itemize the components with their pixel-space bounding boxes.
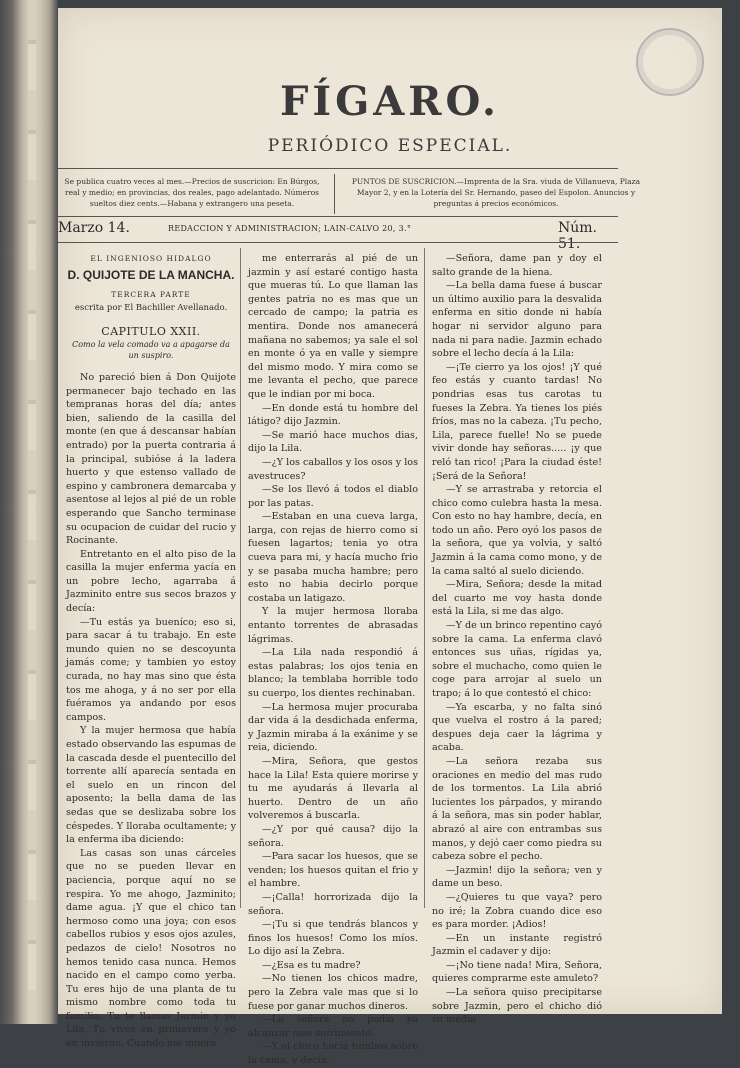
paragraph: —Tu estás ya bueníco; eso si, para sacar á tu trabajo. En este mundo quien no se descoyunta jamás come; y tambien yo estoy curada, no hay mas sino que ésta tos me ahoga, y á no ser por ella fuéramos ya andando por esos campos. [66,616,236,723]
paragraph: —Se marió hace muchos dias, dijo la Lila. [248,429,418,455]
paragraph: —¡Tu si que tendrás blancos y finos los huesos! Como los míos. Lo dijo así la Zebra. [248,919,418,958]
paragraph: —Mira, Señora; desde la mitad del cuarto me voy hasta donde está la Lila, si me das algo. [432,579,602,618]
issue-date: Marzo 14. [58,220,130,236]
paragraph: —La señora rezaba sus oraciones en medio del mas rudo de los tormentos. La Lila abrió lucientes los párpados, y mirando á la señora, mas sin poder hablar, abrazó al aire con entrambas sus manos, y dejó caer como piedra su cabeza sobre el pecho. [432,755,602,863]
chapter-summary: Como la vela comado va a apagarse da un suspiro. [72,339,230,360]
chapter-heading: CAPITULO XXII. [101,325,201,339]
paragraph: —Mira, Señora, que gestos hace la Lila! Esta quiere morirse y tu me ayudarás á llevarla al huerto. Dentro de un año volveremos á buscarla. [248,755,418,822]
masthead-title: FÍGARO. [280,78,500,125]
paragraph: Las casas son unas cárceles que no se pueden llevar en paciencia, porque aquí no se respira. Yo me ahogo, Jazminito; dame agua. ¡Y que el chico tan hermoso como una joya; con esos cabellos rubios y esos ojos azules, pedazos de cielo! Nosotros no hemos tenido casa nunca. Hemos nacido en el campo como yerba. Tu eres hijo de una planta de tu mismo nombre como toda tu familia. Tu te llamas Jazmin y yo Lila. Tu vives en primavera y yo en invierno. Cuando me muera [66,847,236,1050]
newspaper-page [58,8,722,1067]
paragraph: —En un instante registró Jazmin el cadaver y dijo: [432,932,602,958]
info-divider [334,174,335,214]
column-3 [432,252,602,1027]
paragraph: No pareció bien á Don Quijote permanecer bajo techado en las tempranas horas del día; antes bien, saliendo de la casilla del monte (en que á descansar habían entrado) por la puerta contraria á la principal, subióse á la ladera huerto y que estenso vallado de espino y cambronera demarcaba y asentose al lejos al pié de un roble esperando que Sancho terminase su ocupacion de cuidar del rucio y Rocinante. [66,371,236,547]
paragraph: Y la mujer hermosa que había estado observando las espumas de la cascada desde el puentecillo del torrente allí aparecía sentada en el suelo en un rincon del aposento; la bella dama de las sedas que se deslizaba sobre los céspedes. Y lloraba ocultamente; y la enferma iba diciendo: [66,725,236,846]
paragraph: —La bella dama fuese á buscar un último auxilio para la desvalida enferma en sitio donde ni había hogar ni servidor alguno para nada ni para nadie. Jazmin echado sobre el lecho decía á la Lila: [432,280,602,360]
paragraph: —¿Y los caballos y los osos y los avestruces? [248,456,418,482]
issue-number: Núm. 51. [558,220,597,252]
paragraph: —No tienen los chicos madre, pero la Zebra vale mas que si lo fuese por ganar muchos dineros. [248,973,418,1012]
column-2 [248,252,418,1068]
paragraph: —Y el chico hacía tumbos sobre la cama, y decía: [248,1041,418,1067]
paragraph: —La señora quiso precipitarse sobre Jazmin, pero el chicho dió su media [432,987,602,1026]
paragraph: —Estaban en una cueva larga, larga, con rejas de hierro como si fuesen lagartos; tenia yo otra cueva para mi, y hacía mucho frio y se pasaba mucha hambre; pero esto no habia decirlo porque costaba un latigazo. [248,511,418,604]
paragraph: —Ya escarba, y no falta sinó que vuelva el rostro á la pared; despues deja caer la lágrima y acaba. [432,701,602,754]
subscription-prices: Se publica cuatro veces al mes.—Precios de suscricion: En Búrgos, real y medio; en provincias, dos reales, pago adelantado. Números sueltos diez cents.—Habana y extrangero una peseta. [64,177,320,208]
masthead-subtitle: PERIÓDICO ESPECIAL. [267,136,513,156]
paragraph: —Para sacar los huesos, que se venden; los huesos quitan el frio y el hambre. [248,851,418,890]
paragraph: me enterrarás al pié de un jazmin y así estaré contigo hasta que mueras tú. Lo que llaman las gentes patria no es mas que un cercado de campo; la patria es mentira. Donde nos amanecerá mañana no sabemos; ya sale el sol en monte ó ya en valle y siempre del mismo modo. Y mira como se me levanta el pecho, que parece que le indian por mi boca. [248,253,418,400]
paragraph: —¡No tiene nada! Mira, Señora, quieres comprarme este amuleto? [432,959,602,985]
paragraph: —La Lila nada respondió á estas palabras; los ojos tenia en blanco; la temblaba horrible todo su cuerpo, los dientes rechinaban. [248,647,418,699]
paragraph: —Y se arrastraba y retorcia el chico como culebra hasta la mesa. Con esto no hay hambre, decía, en todo un año. Pero oyó los pasos de la señora, que ya volvia, y saltó Jazmin á la cama como mono, y de la cama saltó al suelo diciendo. [432,484,602,577]
paragraph: —Jazmin! dijo la señora; ven y dame un beso. [432,864,602,890]
scan-binding-edge [0,0,58,1024]
paragraph: —La señora no podia ya alcanzar mas sufrimiento. [248,1014,418,1039]
paragraph: —¿Quieres tu que vaya? pero no iré; la Zobra cuando dice eso es para morder. ¡Adios! [432,891,602,931]
story-part: TERCERA PARTE [111,290,191,300]
column-1 [66,252,236,1051]
rule-mid [58,216,618,217]
paragraph: —¡Te cierro ya los ojos! ¡Y qué feo estás y cuanto tardas! No pondrias esas tus carotas tu fueses la Zebra. Ya tienes los piés fríos, mas no la cabeza. ¡Tu pecho, Lila, parece fuelle! No se puede vivir donde hay señoras..... ¡y que reló tan rico! ¡Para la ciudad éste! ¡Será de la Señora! [432,361,602,482]
rule-bottom [58,242,618,243]
paragraph: —Se los llevó á todos el diablo por las patas. [248,484,418,509]
paragraph: —Y de un brinco repentino cayó sobre la cama. La enferma clavó entonces sus uñas, rígidas ya, sobre el muchacho, como quien le coge para arrojar al suelo un trapo; á lo que contestó el chico: [432,620,602,699]
paragraph: —Señora, dame pan y doy el salto grande de la hiena. [432,253,602,278]
editorial-address: REDACCION Y ADMINISTRACION; LAIN-CALVO 20, 3.° [168,224,412,233]
paragraph: —¿Esa es tu madre? [262,959,361,971]
paragraph: —La hermosa mujer procuraba dar vida á la desdichada enferma, y Jazmin miraba á la exánime y se reia, diciendo. [248,701,418,754]
dateline [58,220,618,252]
paragraph: —¿Y por qué causa? dijo la señora. [248,823,418,849]
paragraph: —En donde está tu hombre del látigo? dijo Jazmin. [248,402,418,428]
paragraph: Y la mujer hermosa lloraba entanto torrentes de abrasadas lágrimas. [248,606,418,645]
story-overline: EL INGENIOSO HIDALGO [90,254,212,263]
column-divider-1 [240,248,241,908]
paragraph: —¡Calla! horrorizada dijo la señora. [248,891,418,917]
rule-top [58,168,618,169]
column-divider-2 [424,248,425,908]
story-byline: escrita por El Bachiller Avellanado. [74,302,228,313]
story-title: D. QUIJOTE DE LA MANCHA. [67,267,235,282]
subscription-points: PUNTOS DE SUSCRICION.—Imprenta de la Sra. viuda de Villanueva, Plaza Mayor 2, y en la Lotería del Sr. Hernando, paseo del Espolon. Anuncios y preguntas á precios económicos. [351,177,641,208]
paragraph: Entretanto en el alto piso de la casilla la mujer enferma yacía en un pobre lecho, agarraba á Jazminito entre sus secos brazos y decía: [66,548,236,615]
